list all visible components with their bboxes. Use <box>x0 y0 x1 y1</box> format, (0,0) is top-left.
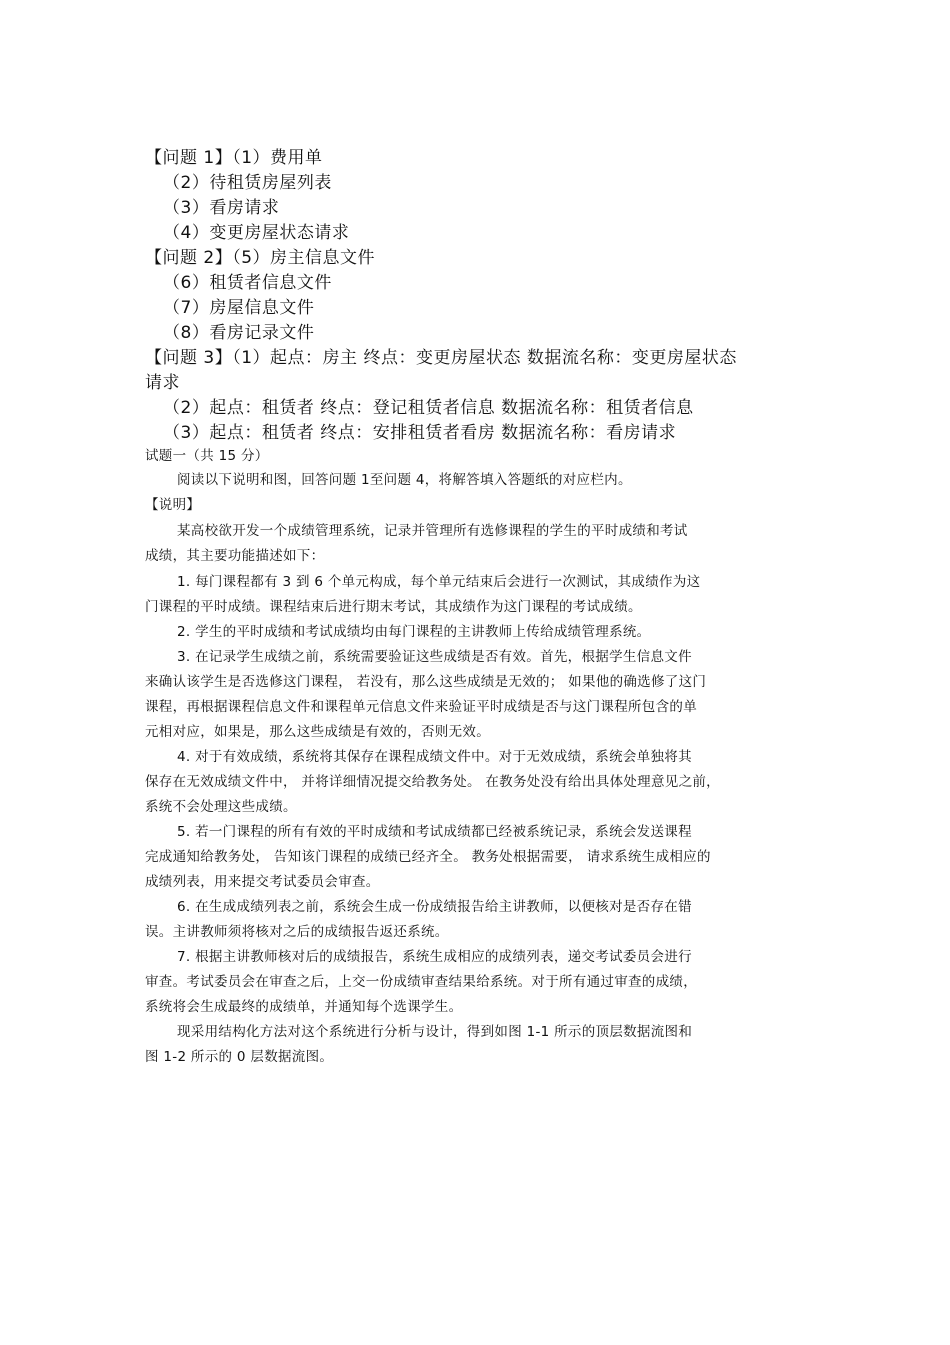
paragraph-3-line-3: 课程，再根据课程信息文件和课程单元信息文件来验证平时成绩是否与这门课程所包含的单 <box>145 699 697 715</box>
paragraph-4-line-3: 系统不会处理这些成绩。 <box>145 799 297 815</box>
answer-q1-line-4: （4）变更房屋状态请求 <box>163 223 350 243</box>
answer-q1-line-3: （3）看房请求 <box>163 198 280 218</box>
paragraph-5-line-1: 5. 若一门课程的所有有效的平时成绩和考试成绩都已经被系统记录，系统会发送课程 <box>177 824 692 840</box>
answer-q2-line-3: （7）房屋信息文件 <box>163 298 315 318</box>
answer-q3-line-2: （2）起点：租赁者 终点：登记租赁者信息 数据流名称：租赁者信息 <box>163 398 694 418</box>
paragraph-3-line-1: 3. 在记录学生成绩之前，系统需要验证这些成绩是否有效。首先，根据学生信息文件 <box>177 649 692 665</box>
intro-line-1: 某高校欲开发一个成绩管理系统，记录并管理所有选修课程的学生的平时成绩和考试 <box>177 523 688 539</box>
paragraph-1-line-1: 1. 每门课程都有 3 到 6 个单元构成，每个单元结束后会进行一次测试，其成绩作为这 <box>177 574 701 590</box>
closing-line-1: 现采用结构化方法对这个系统进行分析与设计，得到如图 1-1 所示的顶层数据流图和 <box>177 1024 693 1040</box>
paragraph-3-line-2: 来确认该学生是否选修这门课程， 若没有，那么这些成绩是无效的； 如果他的确选修了这门 <box>145 674 707 690</box>
answer-q1-line-1: 【问题 1】（1）费用单 <box>145 148 323 168</box>
paragraph-2-line-1: 2. 学生的平时成绩和考试成绩均由每门课程的主讲教师上传给成绩管理系统。 <box>177 624 651 640</box>
paragraph-3-line-4: 元相对应，如果是，那么这些成绩是有效的，否则无效。 <box>145 724 490 740</box>
paragraph-7-line-3: 系统将会生成最终的成绩单，并通知每个选课学生。 <box>145 999 463 1015</box>
question-instruction: 阅读以下说明和图，回答问题 1至问题 4，将解答填入答题纸的对应栏内。 <box>177 472 632 488</box>
closing-line-2: 图 1-2 所示的 0 层数据流图。 <box>145 1049 334 1065</box>
section-label: 【说明】 <box>145 497 201 513</box>
answer-q2-line-1: 【问题 2】（5）房主信息文件 <box>145 248 376 268</box>
intro-line-2: 成绩，其主要功能描述如下： <box>145 548 325 564</box>
question-title: 试题一（共 15 分） <box>145 448 269 464</box>
paragraph-6-line-2: 误。主讲教师须将核对之后的成绩报告返还系统。 <box>145 924 449 940</box>
paragraph-4-line-2: 保存在无效成绩文件中， 并将详细情况提交给教务处。 在教务处没有给出具体处理意见之前， <box>145 774 720 790</box>
paragraph-6-line-1: 6. 在生成成绩列表之前，系统会生成一份成绩报告给主讲教师，以便核对是否存在错 <box>177 899 692 915</box>
answer-q3-line-1-continued: 请求 <box>145 373 180 393</box>
answer-q1-line-2: （2）待租赁房屋列表 <box>163 173 332 193</box>
answer-q2-line-4: （8）看房记录文件 <box>163 323 315 343</box>
answer-q2-line-2: （6）租赁者信息文件 <box>163 273 332 293</box>
answer-q3-line-3: （3）起点：租赁者 终点：安排租赁者看房 数据流名称：看房请求 <box>163 423 677 443</box>
answer-q3-line-1: 【问题 3】（1）起点：房主 终点：变更房屋状态 数据流名称：变更房屋状态 <box>145 348 737 368</box>
paragraph-7-line-2: 审查。考试委员会在审查之后，上交一份成绩审查结果给系统。对于所有通过审查的成绩， <box>145 974 697 990</box>
paragraph-1-line-2: 门课程的平时成绩。课程结束后进行期末考试，其成绩作为这门课程的考试成绩。 <box>145 599 642 615</box>
paragraph-7-line-1: 7. 根据主讲教师核对后的成绩报告，系统生成相应的成绩列表，递交考试委员会进行 <box>177 949 692 965</box>
paragraph-5-line-2: 完成通知给教务处， 告知该门课程的成绩已经齐全。 教务处根据需要， 请求系统生成相应的 <box>145 849 711 865</box>
paragraph-4-line-1: 4. 对于有效成绩，系统将其保存在课程成绩文件中。对于无效成绩，系统会单独将其 <box>177 749 692 765</box>
paragraph-5-line-3: 成绩列表，用来提交考试委员会审查。 <box>145 874 380 890</box>
